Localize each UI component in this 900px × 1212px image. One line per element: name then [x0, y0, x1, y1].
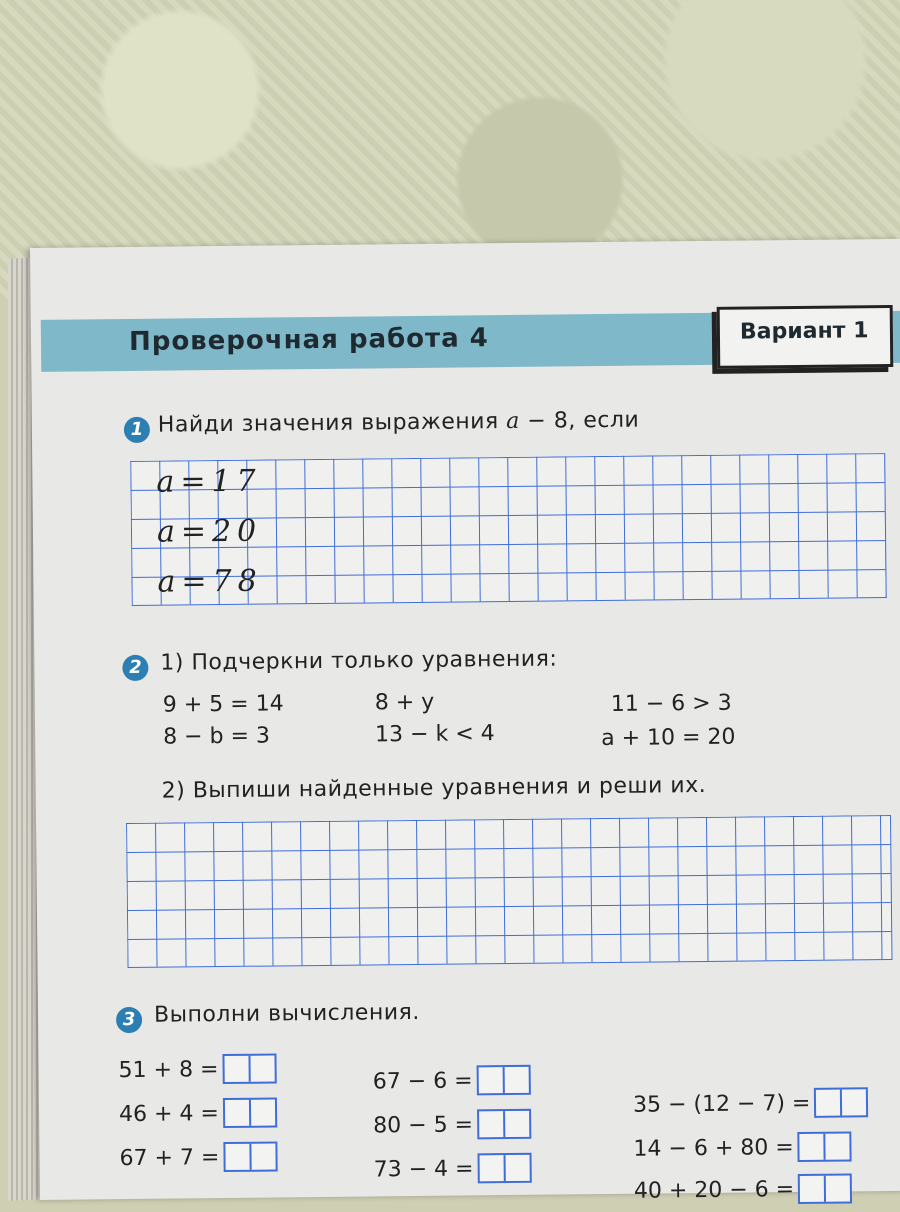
handwritten-answer-1: a=17	[156, 463, 262, 500]
task1-variable: a	[506, 408, 520, 435]
calc-expression: 40 + 20 − 6 =	[633, 1176, 795, 1204]
expression-8-plus-y[interactable]: 8 + y	[374, 689, 435, 716]
answer-box[interactable]	[798, 1131, 852, 1162]
task2-part2-text: 2) Выпиши найденные уравнения и реши их.	[161, 772, 707, 804]
task1-text-before: Найди значения выражения	[157, 409, 499, 438]
workbook-page	[30, 239, 900, 1204]
task1-text	[158, 408, 640, 438]
answer-box[interactable]	[814, 1087, 868, 1118]
calc-expression: 35 − (12 − 7) =	[632, 1090, 811, 1118]
calc-expression: 67 + 7 =	[119, 1144, 220, 1171]
expression-8-minus-b[interactable]: 8 − b = 3	[162, 723, 271, 750]
calc-80-minus-5	[373, 1109, 531, 1141]
variant-box	[717, 305, 894, 369]
handwritten-answer-3: a=78	[157, 563, 263, 600]
expression-13-minus-k[interactable]: 13 − k < 4	[374, 721, 495, 748]
calc-67-minus-6	[373, 1065, 531, 1097]
answer-box[interactable]	[222, 1053, 276, 1084]
calc-expression: 73 − 4 =	[373, 1155, 474, 1182]
task2-number-badge: 2	[122, 655, 148, 681]
calc-46-plus-4	[119, 1097, 277, 1129]
task3-text: Выполни вычисления.	[153, 999, 420, 1028]
calc-51-plus-8	[118, 1053, 276, 1085]
calc-73-minus-4	[374, 1153, 532, 1185]
answer-box[interactable]	[798, 1173, 852, 1204]
handwritten-answer-2: a=20	[156, 513, 263, 550]
calc-expression: 51 + 8 =	[118, 1056, 219, 1083]
calc-expression: 46 + 4 =	[118, 1100, 220, 1127]
calc-14-minus-6-plus-80	[633, 1131, 852, 1163]
task1-number-badge: 1	[124, 417, 150, 443]
page-title: Проверочная работа 4	[128, 323, 489, 357]
task2-part1-text: 1) Подчеркни только уравнения:	[160, 646, 558, 676]
calc-expression: 67 − 6 =	[372, 1067, 473, 1094]
answer-box[interactable]	[223, 1141, 277, 1172]
answer-box[interactable]	[477, 1109, 531, 1140]
answer-box[interactable]	[477, 1153, 531, 1184]
expression-9-plus-5[interactable]: 9 + 5 = 14	[162, 691, 284, 718]
answer-box[interactable]	[223, 1097, 277, 1128]
calc-35-minus-bracket	[633, 1087, 869, 1119]
task3-number-badge: 3	[116, 1007, 142, 1033]
task1-text-after: − 8, если	[527, 407, 640, 434]
task2-grid[interactable]	[126, 815, 892, 968]
calc-67-plus-7	[119, 1141, 277, 1173]
expression-11-minus-6[interactable]: 11 − 6 > 3	[610, 690, 732, 717]
variant-label: Вариант 1	[739, 318, 869, 345]
calc-expression: 80 − 5 =	[373, 1111, 474, 1138]
calc-expression: 14 − 6 + 80 =	[633, 1134, 794, 1162]
answer-box[interactable]	[476, 1065, 530, 1096]
expression-a-plus-10[interactable]: a + 10 = 20	[601, 724, 736, 752]
calc-40-plus-20-minus-6	[634, 1173, 853, 1205]
header-banner	[41, 311, 900, 372]
